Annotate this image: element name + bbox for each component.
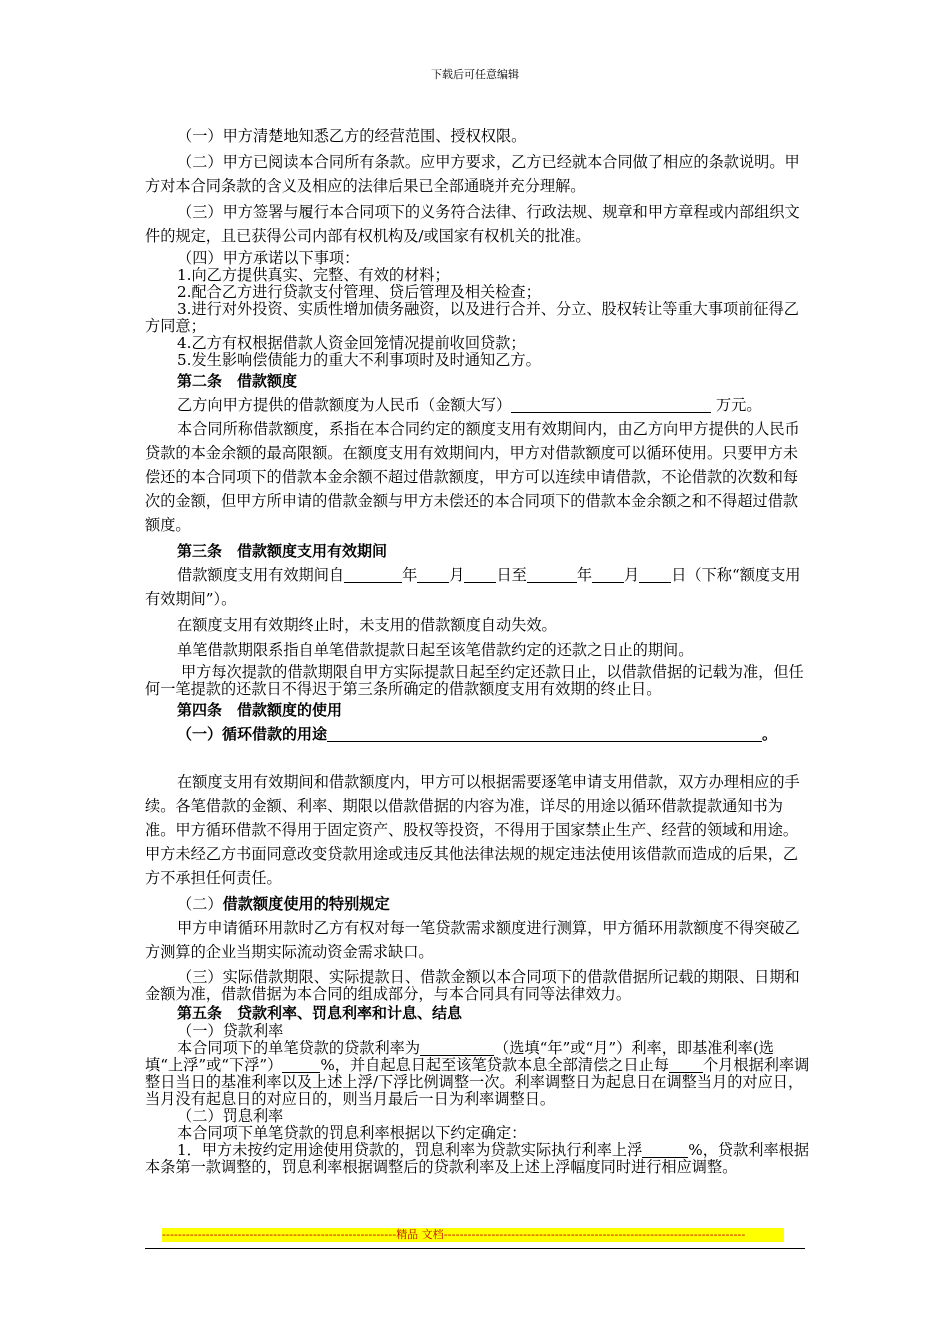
text: 月	[624, 566, 640, 584]
paragraph	[145, 1040, 810, 1108]
text: 日至	[496, 566, 527, 584]
list-item: 4.乙方有权根据借款人资金回笼情况提前收回贷款；	[177, 334, 526, 352]
text: 。	[762, 725, 778, 743]
footer-label: 精品 文档	[396, 1228, 444, 1241]
fill-blank	[669, 1059, 703, 1073]
paragraph: 本合同项下单笔贷款的罚息利率根据以下约定确定：	[177, 1124, 527, 1142]
fill-blank	[282, 1059, 320, 1073]
paragraph: 甲方每次提款的借款期限自甲方实际提款日起至约定还款日止，以借款借据的记载为准，但任何一笔提款的还款日不得迟于第三条所确定的借款额度支用有效期的终止日。	[145, 663, 804, 698]
text: 乙方向甲方提供的借款额度为人民币（金额大写）	[177, 396, 512, 414]
paragraph: 甲方申请循环用款时乙方有权对每一笔贷款需求额度进行测算，甲方循环用款额度不得突破乙方测算的企业当期实际流动资金需求缺口。	[145, 919, 800, 961]
article-3-title: 第三条 借款额度支用有效期间	[177, 542, 388, 560]
text: 借款额度支用有效期间自	[177, 566, 345, 584]
paragraph: 在额度支用有效期终止时，未支用的借款额度自动失效。	[177, 616, 557, 634]
text: 年	[576, 566, 592, 584]
footer-dashes-left: -----------------------------------------------------------	[162, 1228, 397, 1241]
paragraph: （四）甲方承诺以下事项：	[177, 249, 360, 267]
text: 本合同项下的单笔贷款的贷款利率为	[177, 1039, 420, 1057]
paragraph: 单笔借款期限系指自单笔借款提款日起至该笔借款约定的还款之日止的期间。	[177, 641, 694, 659]
section-heading	[145, 892, 810, 916]
fill-blank	[592, 566, 624, 583]
document-body	[145, 124, 810, 1176]
text: %，贷款利率根据本条第一款调整的，罚息利率根据调整后的贷款利率及上述上浮幅度同时进行相应调整。	[145, 1141, 810, 1176]
fill-blank	[639, 566, 671, 583]
list-item: 1.向乙方提供真实、完整、有效的材料；	[177, 266, 450, 284]
text: 年	[402, 566, 418, 584]
paragraph: （二）甲方已阅读本合同所有条款。应甲方要求，乙方已经就本合同做了相应的条款说明。甲方对本合同条款的含义及相应的法律后果已全部通晓并充分理解。	[145, 153, 800, 195]
text: （二）	[177, 895, 223, 913]
text: 个月根据利率调整日当日的基准利率以及上述上浮/下浮比例调整一次。利率调整日为起息日在调整当月的对应日，当月没有起息日的对应日的，则当月最后一日为利率调整日。	[145, 1056, 810, 1108]
text: 月	[449, 566, 465, 584]
footer-watermark	[162, 1228, 784, 1242]
list-item: 2.配合乙方进行贷款支付管理、贷后管理及相关检查；	[177, 283, 541, 301]
fill-blank-purpose	[327, 725, 762, 742]
section-heading	[145, 722, 810, 746]
text: （一）循环借款的用途	[177, 725, 328, 743]
article-2-title: 第二条 借款额度	[177, 372, 298, 390]
fill-blank-amount	[511, 396, 711, 413]
footer-rule	[145, 1248, 805, 1249]
paragraph	[145, 393, 810, 417]
paragraph: 在额度支用有效期间和借款额度内，甲方可以根据需要逐笔申请支用借款，双方办理相应的手续。各笔借款的金额、利率、期限以借款借据的内容为准，详尽的用途以循环借款提款通知书为准。甲方循环借款不得用于固定资产、股权等投资，不得用于国家禁止生产、经营的领域和用途。甲方未经乙方书面同意改变贷款用途或违反其他法律法规的规定违法使用该借款而造成的后果，乙方不承担任何责任。	[145, 773, 800, 887]
fill-blank	[420, 1042, 494, 1056]
paragraph: （三）实际借款期限、实际提款日、借款金额以本合同项下的借款借据所记载的期限、日期和金额为准，借款借据为本合同的组成部分，与本合同具有同等法律效力。	[145, 968, 800, 1003]
paragraph: （一）甲方清楚地知悉乙方的经营范围、授权权限。	[177, 127, 527, 145]
text: 日（下称“额度支用有效期间”）。	[145, 566, 801, 608]
page-header: 下载后可任意编辑	[431, 68, 519, 81]
fill-blank	[642, 1144, 688, 1158]
fill-blank	[464, 566, 496, 583]
text: 1．甲方未按约定用途使用贷款的，罚息利率为贷款实际执行利率上浮	[177, 1141, 643, 1159]
paragraph	[145, 1142, 810, 1176]
section-heading: （一）贷款利率	[177, 1022, 284, 1040]
paragraph: （三）甲方签署与履行本合同项下的义务符合法律、行政法规、规章和甲方章程或内部组织文件的规定，且已获得公司内部有权机构及/或国家有权机关的批准。	[145, 203, 800, 245]
paragraph	[145, 563, 810, 611]
fill-blank	[417, 566, 449, 583]
paragraph: 本合同所称借款额度，系指在本合同约定的额度支用有效期间内，由乙方向甲方提供的人民币贷款的本金余额的最高限额。在额度支用有效期间内，甲方对借款额度可以循环使用。只要甲方未偿还的本合同项下的借款本金余额不超过借款额度，甲方可以连续申请借款，不论借款的次数和每次的金额，但甲方所申请的借款金额与甲方未偿还的本合同项下的借款本金余额之和不得超过借款额度。	[145, 420, 800, 534]
footer-dashes-right: ----------------------------------------------------------------------------	[443, 1228, 746, 1241]
article-4-title: 第四条 借款额度的使用	[177, 701, 343, 719]
text: 借款额度使用的特别规定	[222, 895, 390, 913]
text: （选填“年”或“月”）利率，即基准利率(选填“上浮”或“下浮”）	[145, 1039, 774, 1074]
text: %，并自起息日起至该笔贷款本息全部清偿之日止每	[320, 1056, 669, 1074]
fill-blank	[527, 566, 577, 583]
section-heading: （二）罚息利率	[177, 1107, 284, 1125]
text: 万元。	[715, 396, 762, 414]
article-5-title: 第五条 贷款利率、罚息利率和计息、结息	[177, 1004, 463, 1022]
fill-blank	[344, 566, 402, 583]
list-item: 5.发生影响偿债能力的重大不利事项时及时通知乙方。	[177, 351, 541, 369]
list-item: 3.进行对外投资、实质性增加债务融资，以及进行合并、分立、股权转让等重大事项前征得乙方同意；	[145, 300, 799, 335]
